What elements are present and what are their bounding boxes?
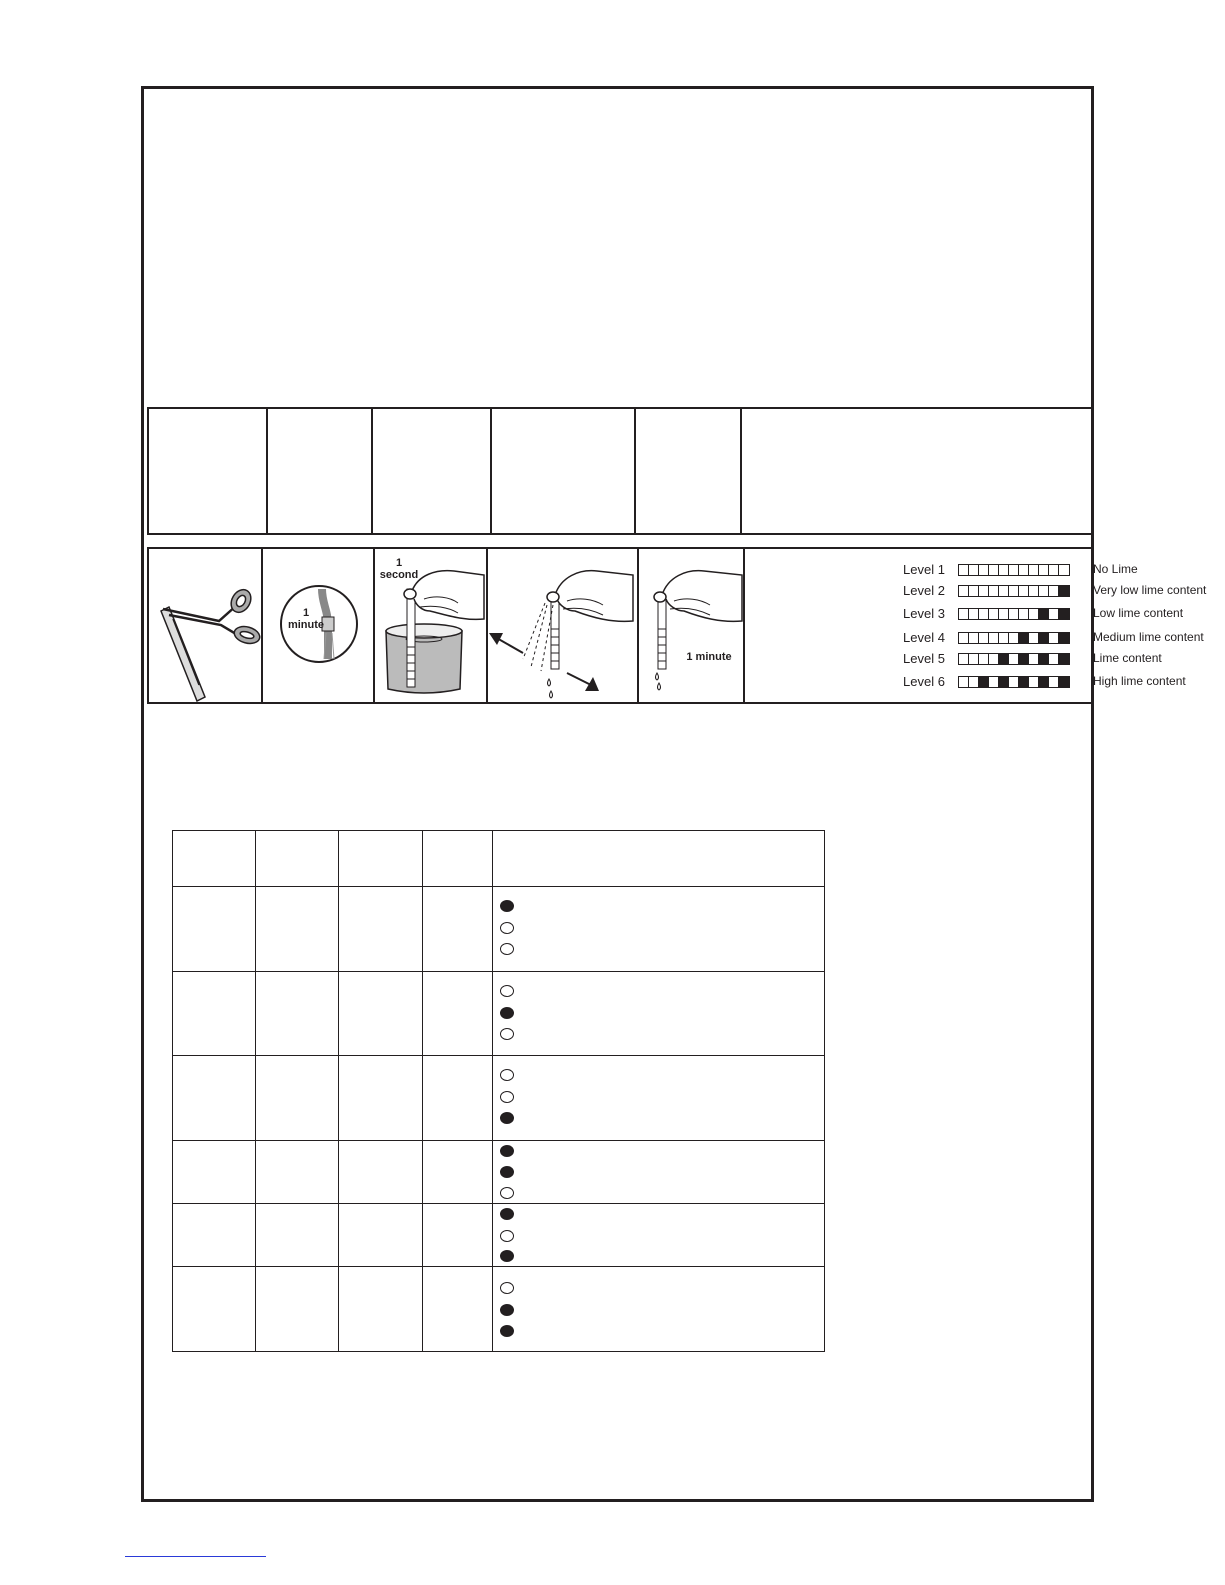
table-row	[173, 1204, 825, 1267]
filled-square	[1039, 677, 1049, 687]
empty-indicator-icon	[500, 1230, 514, 1242]
table-cell	[423, 972, 493, 1056]
empty-square	[1059, 565, 1069, 575]
step3-label: 1 second	[379, 557, 419, 581]
empty-indicator-icon	[500, 1282, 514, 1294]
filled-square	[1019, 633, 1029, 643]
step-wait	[638, 549, 743, 702]
table-cell	[173, 1141, 256, 1204]
level-name: Level 2	[903, 582, 945, 598]
empty-square	[999, 609, 1009, 619]
empty-square	[989, 565, 999, 575]
table-cell	[339, 972, 423, 1056]
step-run-water	[262, 549, 373, 702]
empty-square	[1009, 565, 1019, 575]
empty-square	[1029, 633, 1039, 643]
empty-square	[959, 565, 969, 575]
step-shake-strip	[487, 549, 637, 702]
table-cell	[173, 1267, 256, 1352]
empty-square	[959, 677, 969, 687]
empty-square	[969, 633, 979, 643]
table-cell	[256, 1056, 339, 1141]
empty-square	[1009, 586, 1019, 596]
empty-square	[1009, 677, 1019, 687]
table-cell	[423, 1141, 493, 1204]
level-row	[903, 629, 1204, 645]
filled-square	[1039, 609, 1049, 619]
results-table	[172, 830, 825, 1352]
indicator-lights	[493, 972, 824, 1054]
hand-shaking-icon	[487, 549, 637, 702]
empty-indicator-icon	[500, 1091, 514, 1103]
filled-square	[1059, 677, 1069, 687]
empty-square	[1019, 609, 1029, 619]
results-header-row	[173, 831, 825, 887]
level-name: Level 6	[903, 673, 945, 689]
empty-square	[969, 654, 979, 664]
empty-square	[989, 586, 999, 596]
filled-indicator-icon	[500, 1208, 514, 1220]
filled-square	[1059, 633, 1069, 643]
table-cell	[339, 887, 423, 972]
empty-square	[969, 677, 979, 687]
indicator-lights	[493, 1267, 824, 1350]
level-description: Medium lime content	[1093, 630, 1204, 644]
empty-square	[1009, 654, 1019, 664]
level-name: Level 4	[903, 629, 945, 645]
hand-holding-strip-icon	[638, 549, 743, 702]
level-description: Low lime content	[1093, 606, 1184, 620]
empty-square	[959, 654, 969, 664]
table-cell	[423, 1056, 493, 1141]
instruction-header-row	[147, 407, 1094, 535]
step-cut-strip	[149, 549, 261, 702]
filled-indicator-icon	[500, 1250, 514, 1262]
empty-square	[1029, 565, 1039, 575]
filled-indicator-icon	[500, 1304, 514, 1316]
lime-level-legend	[893, 549, 1207, 702]
level-row	[903, 561, 1138, 577]
filled-indicator-icon	[500, 900, 514, 912]
empty-indicator-icon	[500, 943, 514, 955]
empty-square	[989, 654, 999, 664]
empty-square	[999, 586, 1009, 596]
table-row	[173, 1141, 825, 1204]
table-cell	[423, 831, 493, 887]
table-cell	[173, 887, 256, 972]
table-cell	[493, 1204, 825, 1267]
empty-square	[979, 633, 989, 643]
filled-square	[1019, 677, 1029, 687]
test-strip-pattern	[958, 676, 1070, 688]
empty-square	[969, 586, 979, 596]
test-strip-pattern	[958, 608, 1070, 620]
table-cell	[339, 1056, 423, 1141]
empty-square	[959, 586, 969, 596]
column-divider	[740, 409, 742, 533]
filled-square	[1039, 654, 1049, 664]
empty-square	[999, 565, 1009, 575]
empty-square	[999, 633, 1009, 643]
table-row	[173, 887, 825, 972]
filled-indicator-icon	[500, 1145, 514, 1157]
empty-square	[1049, 609, 1059, 619]
footer-link-underline	[125, 1556, 266, 1557]
filled-square	[1019, 654, 1029, 664]
empty-square	[969, 609, 979, 619]
filled-square	[1059, 654, 1069, 664]
table-cell	[173, 1056, 256, 1141]
level-row	[903, 582, 1207, 598]
table-cell	[493, 831, 825, 887]
table-cell	[256, 1141, 339, 1204]
table-cell	[256, 972, 339, 1056]
step-dip-strip	[374, 549, 486, 702]
filled-indicator-icon	[500, 1325, 514, 1337]
empty-indicator-icon	[500, 1069, 514, 1081]
empty-square	[1049, 677, 1059, 687]
level-name: Level 3	[903, 605, 945, 621]
column-divider	[371, 409, 373, 533]
empty-square	[1039, 565, 1049, 575]
empty-square	[979, 609, 989, 619]
test-strip-pattern	[958, 632, 1070, 644]
table-cell	[173, 831, 256, 887]
table-cell	[256, 831, 339, 887]
empty-square	[1039, 586, 1049, 596]
table-cell	[423, 1204, 493, 1267]
empty-square	[959, 609, 969, 619]
level-row	[903, 605, 1184, 621]
column-divider	[634, 409, 636, 533]
step2-label: 1 minute	[287, 607, 325, 631]
table-cell	[423, 1267, 493, 1352]
empty-square	[979, 586, 989, 596]
empty-square	[1029, 609, 1039, 619]
level-description: No Lime	[1093, 562, 1138, 576]
empty-square	[1019, 565, 1029, 575]
table-cell	[256, 887, 339, 972]
step5-label: 1 minute	[686, 651, 732, 663]
filled-square	[979, 677, 989, 687]
table-cell	[493, 972, 825, 1056]
empty-square	[979, 565, 989, 575]
table-cell	[256, 1204, 339, 1267]
indicator-lights	[493, 887, 824, 970]
level-description: Very low lime content	[1093, 583, 1207, 597]
table-cell	[493, 1141, 825, 1204]
level-name: Level 1	[903, 561, 945, 577]
level-description: Lime content	[1093, 651, 1162, 665]
empty-square	[989, 677, 999, 687]
level-description: High lime content	[1093, 674, 1186, 688]
empty-square	[1019, 586, 1029, 596]
empty-square	[1049, 633, 1059, 643]
instruction-illustration-row	[147, 547, 1207, 704]
scissors-icon	[149, 549, 261, 702]
empty-indicator-icon	[500, 1028, 514, 1040]
filled-indicator-icon	[500, 1166, 514, 1178]
empty-square	[1029, 654, 1039, 664]
test-strip-pattern	[958, 564, 1070, 576]
empty-square	[1049, 565, 1059, 575]
empty-square	[1049, 654, 1059, 664]
empty-indicator-icon	[500, 1187, 514, 1199]
filled-square	[1059, 609, 1069, 619]
column-divider	[743, 549, 745, 702]
empty-indicator-icon	[500, 922, 514, 934]
table-cell	[339, 1141, 423, 1204]
empty-square	[959, 633, 969, 643]
table-cell	[493, 1267, 825, 1352]
empty-square	[1029, 586, 1039, 596]
indicator-lights	[493, 1204, 824, 1265]
test-strip-pattern	[958, 653, 1070, 665]
column-divider	[266, 409, 268, 533]
level-name: Level 5	[903, 650, 945, 666]
table-cell	[173, 1204, 256, 1267]
empty-square	[989, 633, 999, 643]
indicator-lights	[493, 1056, 824, 1139]
filled-square	[1039, 633, 1049, 643]
empty-indicator-icon	[500, 985, 514, 997]
table-row	[173, 972, 825, 1056]
table-row	[173, 1267, 825, 1352]
filled-indicator-icon	[500, 1112, 514, 1124]
level-row	[903, 673, 1186, 689]
column-divider	[490, 409, 492, 533]
empty-square	[989, 609, 999, 619]
table-row	[173, 1056, 825, 1141]
filled-square	[999, 654, 1009, 664]
table-cell	[173, 972, 256, 1056]
filled-square	[1059, 586, 1069, 596]
table-cell	[339, 1267, 423, 1352]
filled-square	[999, 677, 1009, 687]
test-strip-pattern	[958, 585, 1070, 597]
table-cell	[256, 1267, 339, 1352]
empty-square	[1009, 609, 1019, 619]
table-cell	[423, 887, 493, 972]
empty-square	[1049, 586, 1059, 596]
empty-square	[969, 565, 979, 575]
table-cell	[339, 1204, 423, 1267]
empty-square	[1029, 677, 1039, 687]
table-cell	[493, 887, 825, 972]
indicator-lights	[493, 1141, 824, 1202]
empty-square	[979, 654, 989, 664]
level-row	[903, 650, 1162, 666]
table-cell	[339, 831, 423, 887]
empty-square	[1009, 633, 1019, 643]
table-cell	[493, 1056, 825, 1141]
filled-indicator-icon	[500, 1007, 514, 1019]
